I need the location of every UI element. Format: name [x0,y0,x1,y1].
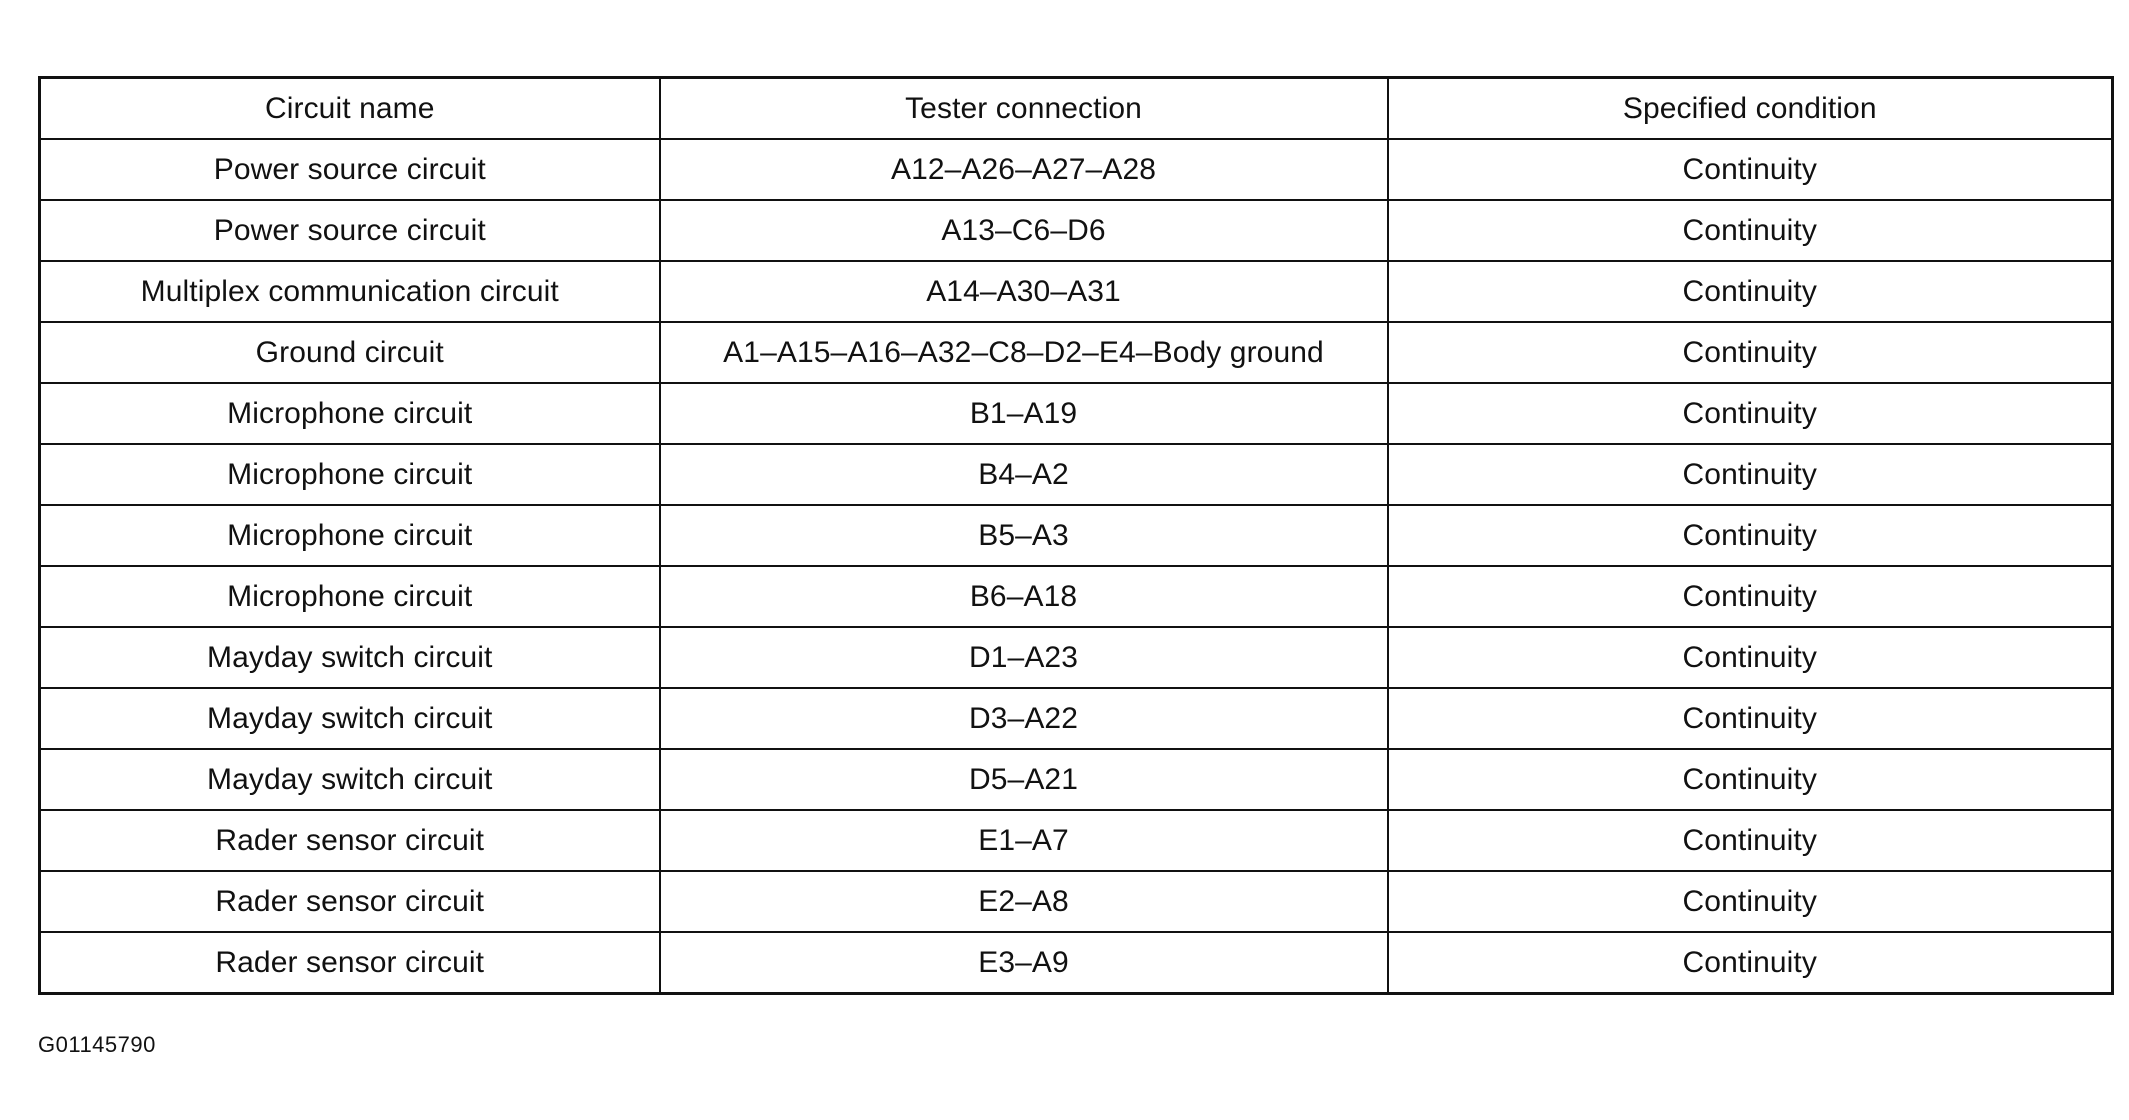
figure-id: G01145790 [38,1032,156,1057]
cell-tester-connection: D1–A23 [660,627,1388,688]
cell-tester-connection: B1–A19 [660,383,1388,444]
header-circuit-name: Circuit name [40,78,660,140]
cell-tester-connection: A1–A15–A16–A32–C8–D2–E4–Body ground [660,322,1388,383]
cell-specified-condition: Continuity [1388,627,2113,688]
cell-specified-condition: Continuity [1388,139,2113,200]
cell-circuit-name: Mayday switch circuit [40,688,660,749]
table-row [40,444,2113,505]
cell-tester-connection: B4–A2 [660,444,1388,505]
table-row [40,688,2113,749]
cell-tester-connection: E2–A8 [660,871,1388,932]
cell-tester-connection: E3–A9 [660,932,1388,994]
table-row [40,261,2113,322]
table-row [40,871,2113,932]
cell-tester-connection: E1–A7 [660,810,1388,871]
table-row [40,566,2113,627]
cell-circuit-name: Rader sensor circuit [40,871,660,932]
cell-circuit-name: Microphone circuit [40,505,660,566]
cell-tester-connection: D3–A22 [660,688,1388,749]
cell-specified-condition: Continuity [1388,383,2113,444]
cell-tester-connection: A13–C6–D6 [660,200,1388,261]
cell-specified-condition: Continuity [1388,200,2113,261]
cell-specified-condition: Continuity [1388,871,2113,932]
cell-specified-condition: Continuity [1388,444,2113,505]
cell-circuit-name: Ground circuit [40,322,660,383]
cell-circuit-name: Rader sensor circuit [40,932,660,994]
cell-circuit-name: Power source circuit [40,139,660,200]
table-body [40,139,2113,994]
cell-circuit-name: Mayday switch circuit [40,627,660,688]
table-row [40,139,2113,200]
cell-specified-condition: Continuity [1388,749,2113,810]
table-row [40,810,2113,871]
table-row [40,932,2113,994]
continuity-spec-table [38,76,2114,995]
table-row [40,749,2113,810]
cell-circuit-name: Microphone circuit [40,383,660,444]
table-row [40,383,2113,444]
cell-specified-condition: Continuity [1388,932,2113,994]
cell-specified-condition: Continuity [1388,261,2113,322]
table-row [40,200,2113,261]
cell-tester-connection: B6–A18 [660,566,1388,627]
cell-specified-condition: Continuity [1388,505,2113,566]
cell-circuit-name: Microphone circuit [40,566,660,627]
cell-circuit-name: Microphone circuit [40,444,660,505]
cell-tester-connection: D5–A21 [660,749,1388,810]
header-tester-connection: Tester connection [660,78,1388,140]
cell-specified-condition: Continuity [1388,810,2113,871]
cell-circuit-name: Mayday switch circuit [40,749,660,810]
cell-circuit-name: Multiplex communication circuit [40,261,660,322]
table-row [40,322,2113,383]
cell-tester-connection: B5–A3 [660,505,1388,566]
cell-circuit-name: Rader sensor circuit [40,810,660,871]
cell-specified-condition: Continuity [1388,322,2113,383]
table-header-row [40,78,2113,140]
header-specified-condition: Specified condition [1388,78,2113,140]
cell-specified-condition: Continuity [1388,688,2113,749]
cell-tester-connection: A12–A26–A27–A28 [660,139,1388,200]
cell-circuit-name: Power source circuit [40,200,660,261]
table-row [40,505,2113,566]
cell-specified-condition: Continuity [1388,566,2113,627]
cell-tester-connection: A14–A30–A31 [660,261,1388,322]
table-row [40,627,2113,688]
